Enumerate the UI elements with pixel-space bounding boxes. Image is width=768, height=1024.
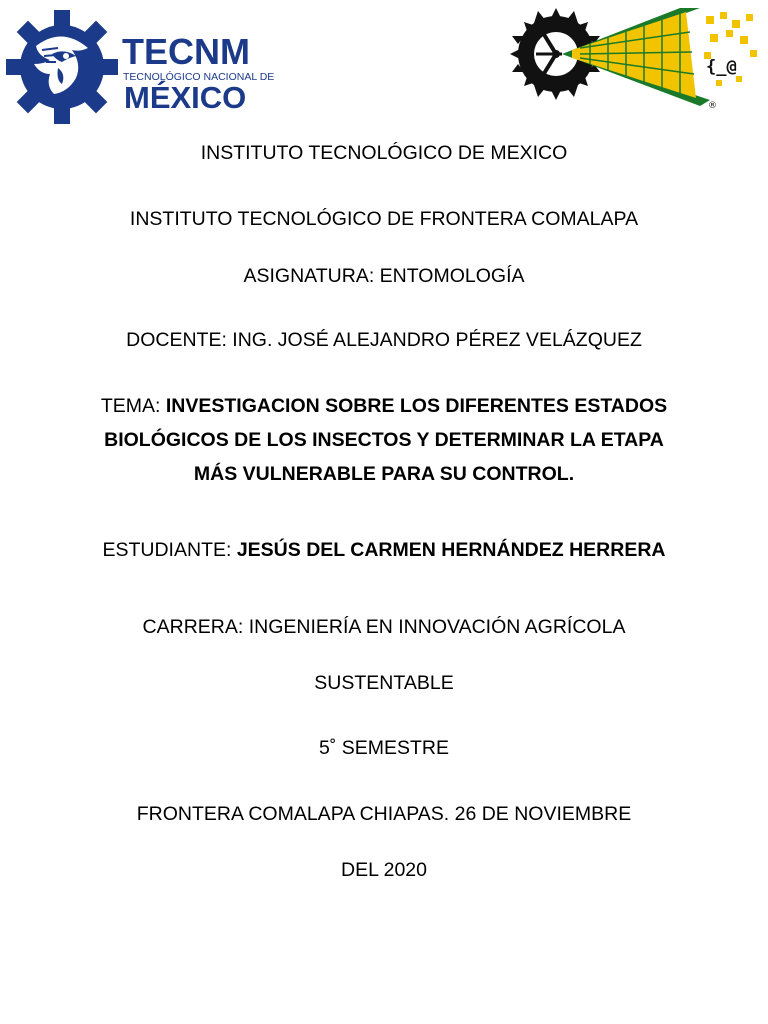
- tecnm-acronym: TECNM: [122, 31, 250, 72]
- student-paragraph: [90, 533, 678, 567]
- itfc-gear-plant-logo-icon: [500, 6, 762, 114]
- registered-mark: ®: [708, 101, 717, 111]
- logo-symbol: {_@: [706, 57, 737, 77]
- institute-logo: [500, 6, 762, 114]
- institute-heading: INSTITUTO TECNOLÓGICO DE MEXICO: [200, 142, 568, 164]
- subject-line: ASIGNATURA: ENTOMOLOGÍA: [243, 265, 525, 287]
- career-line-2: SUSTENTABLE: [314, 672, 454, 694]
- campus-heading: INSTITUTO TECNOLÓGICO DE FRONTERA COMALAPA: [129, 208, 639, 230]
- topic-label: TEMA:: [100, 395, 166, 417]
- career-line-1: CARRERA: INGENIERÍA EN INNOVACIÓN AGRÍCOLA: [142, 616, 626, 638]
- tecnm-full-name: TECNOLÓGICO NACIONAL DE: [123, 71, 275, 83]
- teacher-line: DOCENTE: ING. JOSÉ ALEJANDRO PÉREZ VELÁZQUEZ: [126, 329, 642, 351]
- tecnm-logo: [6, 8, 286, 126]
- semester-line: 5˚ SEMESTRE: [318, 737, 450, 759]
- place-date-line-1: FRONTERA COMALAPA CHIAPAS. 26 DE NOVIEMBRE: [136, 803, 632, 825]
- student-name: JESÚS DEL CARMEN HERNÁNDEZ HERRERA: [236, 539, 666, 561]
- tecnm-country: MÉXICO: [124, 80, 247, 115]
- topic-value: INVESTIGACION SOBRE LOS DIFERENTES ESTADOS BIOLÓGICOS DE LOS INSECTOS Y DETERMINAR LA ETAPA MÁS VULNERABLE PARA SU CONTROL.: [104, 395, 668, 485]
- topic-paragraph: [90, 389, 678, 491]
- student-label: ESTUDIANTE:: [102, 539, 237, 561]
- tecnm-eagle-gear-logo-icon: [6, 8, 286, 126]
- place-date-line-2: DEL 2020: [340, 859, 427, 881]
